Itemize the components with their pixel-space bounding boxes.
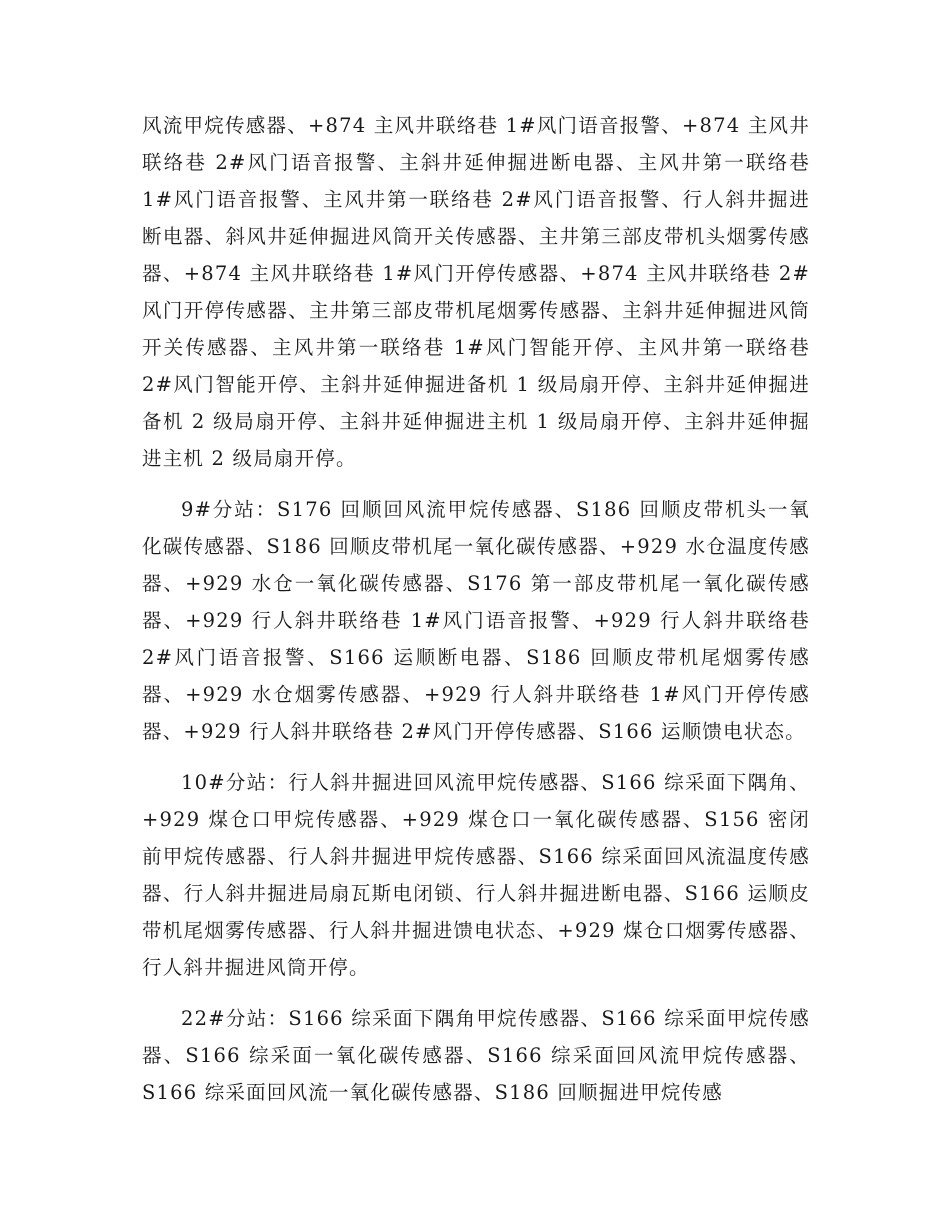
- paragraph-substation-9: 9#分站：S176 回顺回风流甲烷传感器、S186 回顺皮带机头一氧化碳传感器、S186 回顺皮带机尾一氧化碳传感器、+929 水仓温度传感器、+929 水仓一氧化碳传感器、S176 第一部皮带机尾一氧化碳传感器、+929 行人斜井联络巷 1#风门语音报警、+929 行人斜井联络巷 2#风门语音报警、S166 运顺断电器、S186 回顺皮带机尾烟雾传感器、+929 水仓烟雾传感器、+929 行人斜井联络巷 1#风门开停传感器、+929 行人斜井联络巷 2#风门开停传感器、S166 运顺馈电状态。: [142, 498, 810, 743]
- paragraph-continued: 风流甲烷传感器、+874 主风井联络巷 1#风门语音报警、+874 主风井联络巷 2#风门语音报警、主斜井延伸掘进断电器、主风井第一联络巷 1#风门语音报警、主风井第一联络巷 2#风门语音报警、行人斜井掘进断电器、斜风井延伸掘进风筒开关传感器、主井第三部皮带机头烟雾传感器、+874 主风井联络巷 1#风门开停传感器、+874 主风井联络巷 2#风门开停传感器、主井第三部皮带机尾烟雾传感器、主斜井延伸掘进风筒开关传感器、主风井第一联络巷 1#风门智能开停、主风井第一联络巷 2#风门智能开停、主斜井延伸掘进备机 1 级局扇开停、主斜井延伸掘进备机 2 级局扇开停、主斜井延伸掘进主机 1 级局扇开停、主斜井延伸掘进主机 2 级局扇开停。: [142, 114, 810, 470]
- document-page: [142, 107, 810, 1125]
- paragraph-substation-10: 10#分站：行人斜井掘进回风流甲烷传感器、S166 综采面下隅角、+929 煤仓口甲烷传感器、+929 煤仓口一氧化碳传感器、S156 密闭前甲烷传感器、行人斜井掘进甲烷传感器、S166 综采面回风流温度传感器、行人斜井掘进局扇瓦斯电闭锁、行人斜井掘进断电器、S166 运顺皮带机尾烟雾传感器、行人斜井掘进馈电状态、+929 煤仓口烟雾传感器、行人斜井掘进风筒开停。: [142, 771, 810, 979]
- paragraph-substation-22: 22#分站：S166 综采面下隅角甲烷传感器、S166 综采面甲烷传感器、S166 综采面一氧化碳传感器、S166 综采面回风流甲烷传感器、S166 综采面回风流一氧化碳传感器、S186 回顺掘进甲烷传感: [142, 1007, 810, 1104]
